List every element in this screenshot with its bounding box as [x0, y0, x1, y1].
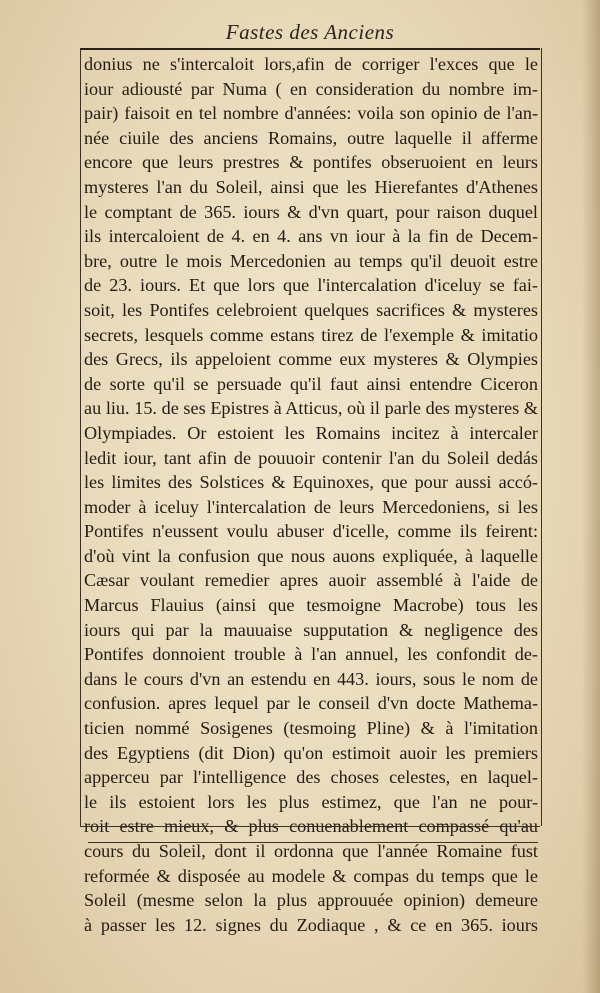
text-line: moder à iceluy l'intercalation de leurs Mercedoniens, si les — [84, 496, 538, 517]
text-line: apperceu par l'intelligence des choses celestes, en laquel- — [84, 767, 538, 788]
footer-rule — [80, 826, 540, 831]
text-line: de sorte qu'il se persuade qu'il faut ainsi entendre Ciceron — [84, 373, 538, 394]
text-line: les limites des Solstices & Equinoxes, que pour aussi accó- — [84, 472, 538, 493]
text-line: Cæsar voulant remedier apres auoir assemblé à l'aide de — [84, 570, 538, 591]
text-line: à passer les 12. signes du Zodiaque , & ce en 365. iours — [84, 914, 538, 935]
text-line: le comptant de 365. iours & d'vn quart, pour raison duquel — [84, 201, 538, 222]
page-edge-shadow — [582, 0, 600, 993]
text-line: Soleil (mesme selon la plus approuuée opinion) demeure — [84, 890, 538, 911]
footer-rule-lower — [88, 842, 538, 844]
running-title: Fastes des Anciens — [225, 20, 395, 44]
text-line: reformée & disposée au modele & compas du temps que le — [84, 865, 538, 886]
text-line: mysteres l'an du Soleil, ainsi que les Hierefantes d'Athenes — [84, 176, 538, 197]
text-line: bre, outre le mois Mercedonien au temps qu'il deuoit estre — [84, 250, 538, 271]
text-line: Pontifes n'eussent voulu abuser d'icelle, comme ils feirent: — [84, 521, 538, 542]
text-line: iour adiousté par Numa ( en consideration du nombre im- — [84, 78, 538, 99]
text-line: donius ne s'intercaloit lors,afin de corriger l'exces que le — [84, 54, 538, 74]
text-line: secrets, lesquels comme estans tirez de l'exemple & imitatio — [84, 324, 538, 345]
text-line: de 23. iours. Et que lors que l'intercalation d'iceluy se fai- — [84, 275, 538, 296]
page-header — [80, 14, 540, 50]
text-line: ledit iour, tant afin de pouuoir contenir l'an du Soleil dedás — [84, 447, 538, 468]
body-text — [84, 52, 538, 937]
text-line: roit estre mieux, & plus conuenablement compassé qu'au — [84, 816, 538, 837]
text-line: née ciuile des anciens Romains, outre laquelle il afferme — [84, 127, 538, 148]
text-line: cours du Soleil, dont il ordonna que l'année Romaine fust — [84, 841, 538, 861]
text-line: dans le cours d'vn an estendu en 443. iours, sous le nom de — [84, 668, 538, 689]
text-line: soit, les Pontifes celebroient quelques sacrifices & mysteres — [84, 299, 538, 320]
text-line: le ils estoient lors les plus estimez, que l'an ne pour- — [84, 791, 538, 812]
text-line: iours qui par la mauuaise supputation & negligence des — [84, 619, 538, 640]
text-line: ils intercaloient de 4. en 4. ans vn iour à la fin de Decem- — [84, 226, 538, 247]
text-line: des Grecs, ils appeloient comme eux mysteres & Olympies — [84, 349, 538, 370]
text-line: d'où vint la confusion que nous auons expliquée, à laquelle — [84, 545, 538, 566]
text-line: au liu. 15. de ses Epistres à Atticus, où il parle des mysteres & — [84, 398, 538, 419]
text-line: pair) faisoit en tel nombre d'années: voila son opinio de l'an- — [84, 103, 538, 124]
text-line: confusion. apres lequel par le conseil d'vn docte Mathema- — [84, 693, 538, 714]
text-line: Pontifes donnoient trouble à l'an annuel, les confondit de- — [84, 644, 538, 665]
text-line: Olympiades. Or estoient les Romains incitez à intercaler — [84, 422, 538, 443]
text-line: des Egyptiens (dit Dion) qu'on estimoit auoir les premiers — [84, 742, 538, 763]
text-line: encore que leurs prestres & pontifes obseruoient en leurs — [84, 152, 538, 173]
text-line: Marcus Flauius (ainsi que tesmoigne Macrobe) tous les — [84, 595, 538, 616]
text-line: ticien nommé Sosigenes (tesmoing Pline) & à l'imitation — [84, 718, 538, 739]
